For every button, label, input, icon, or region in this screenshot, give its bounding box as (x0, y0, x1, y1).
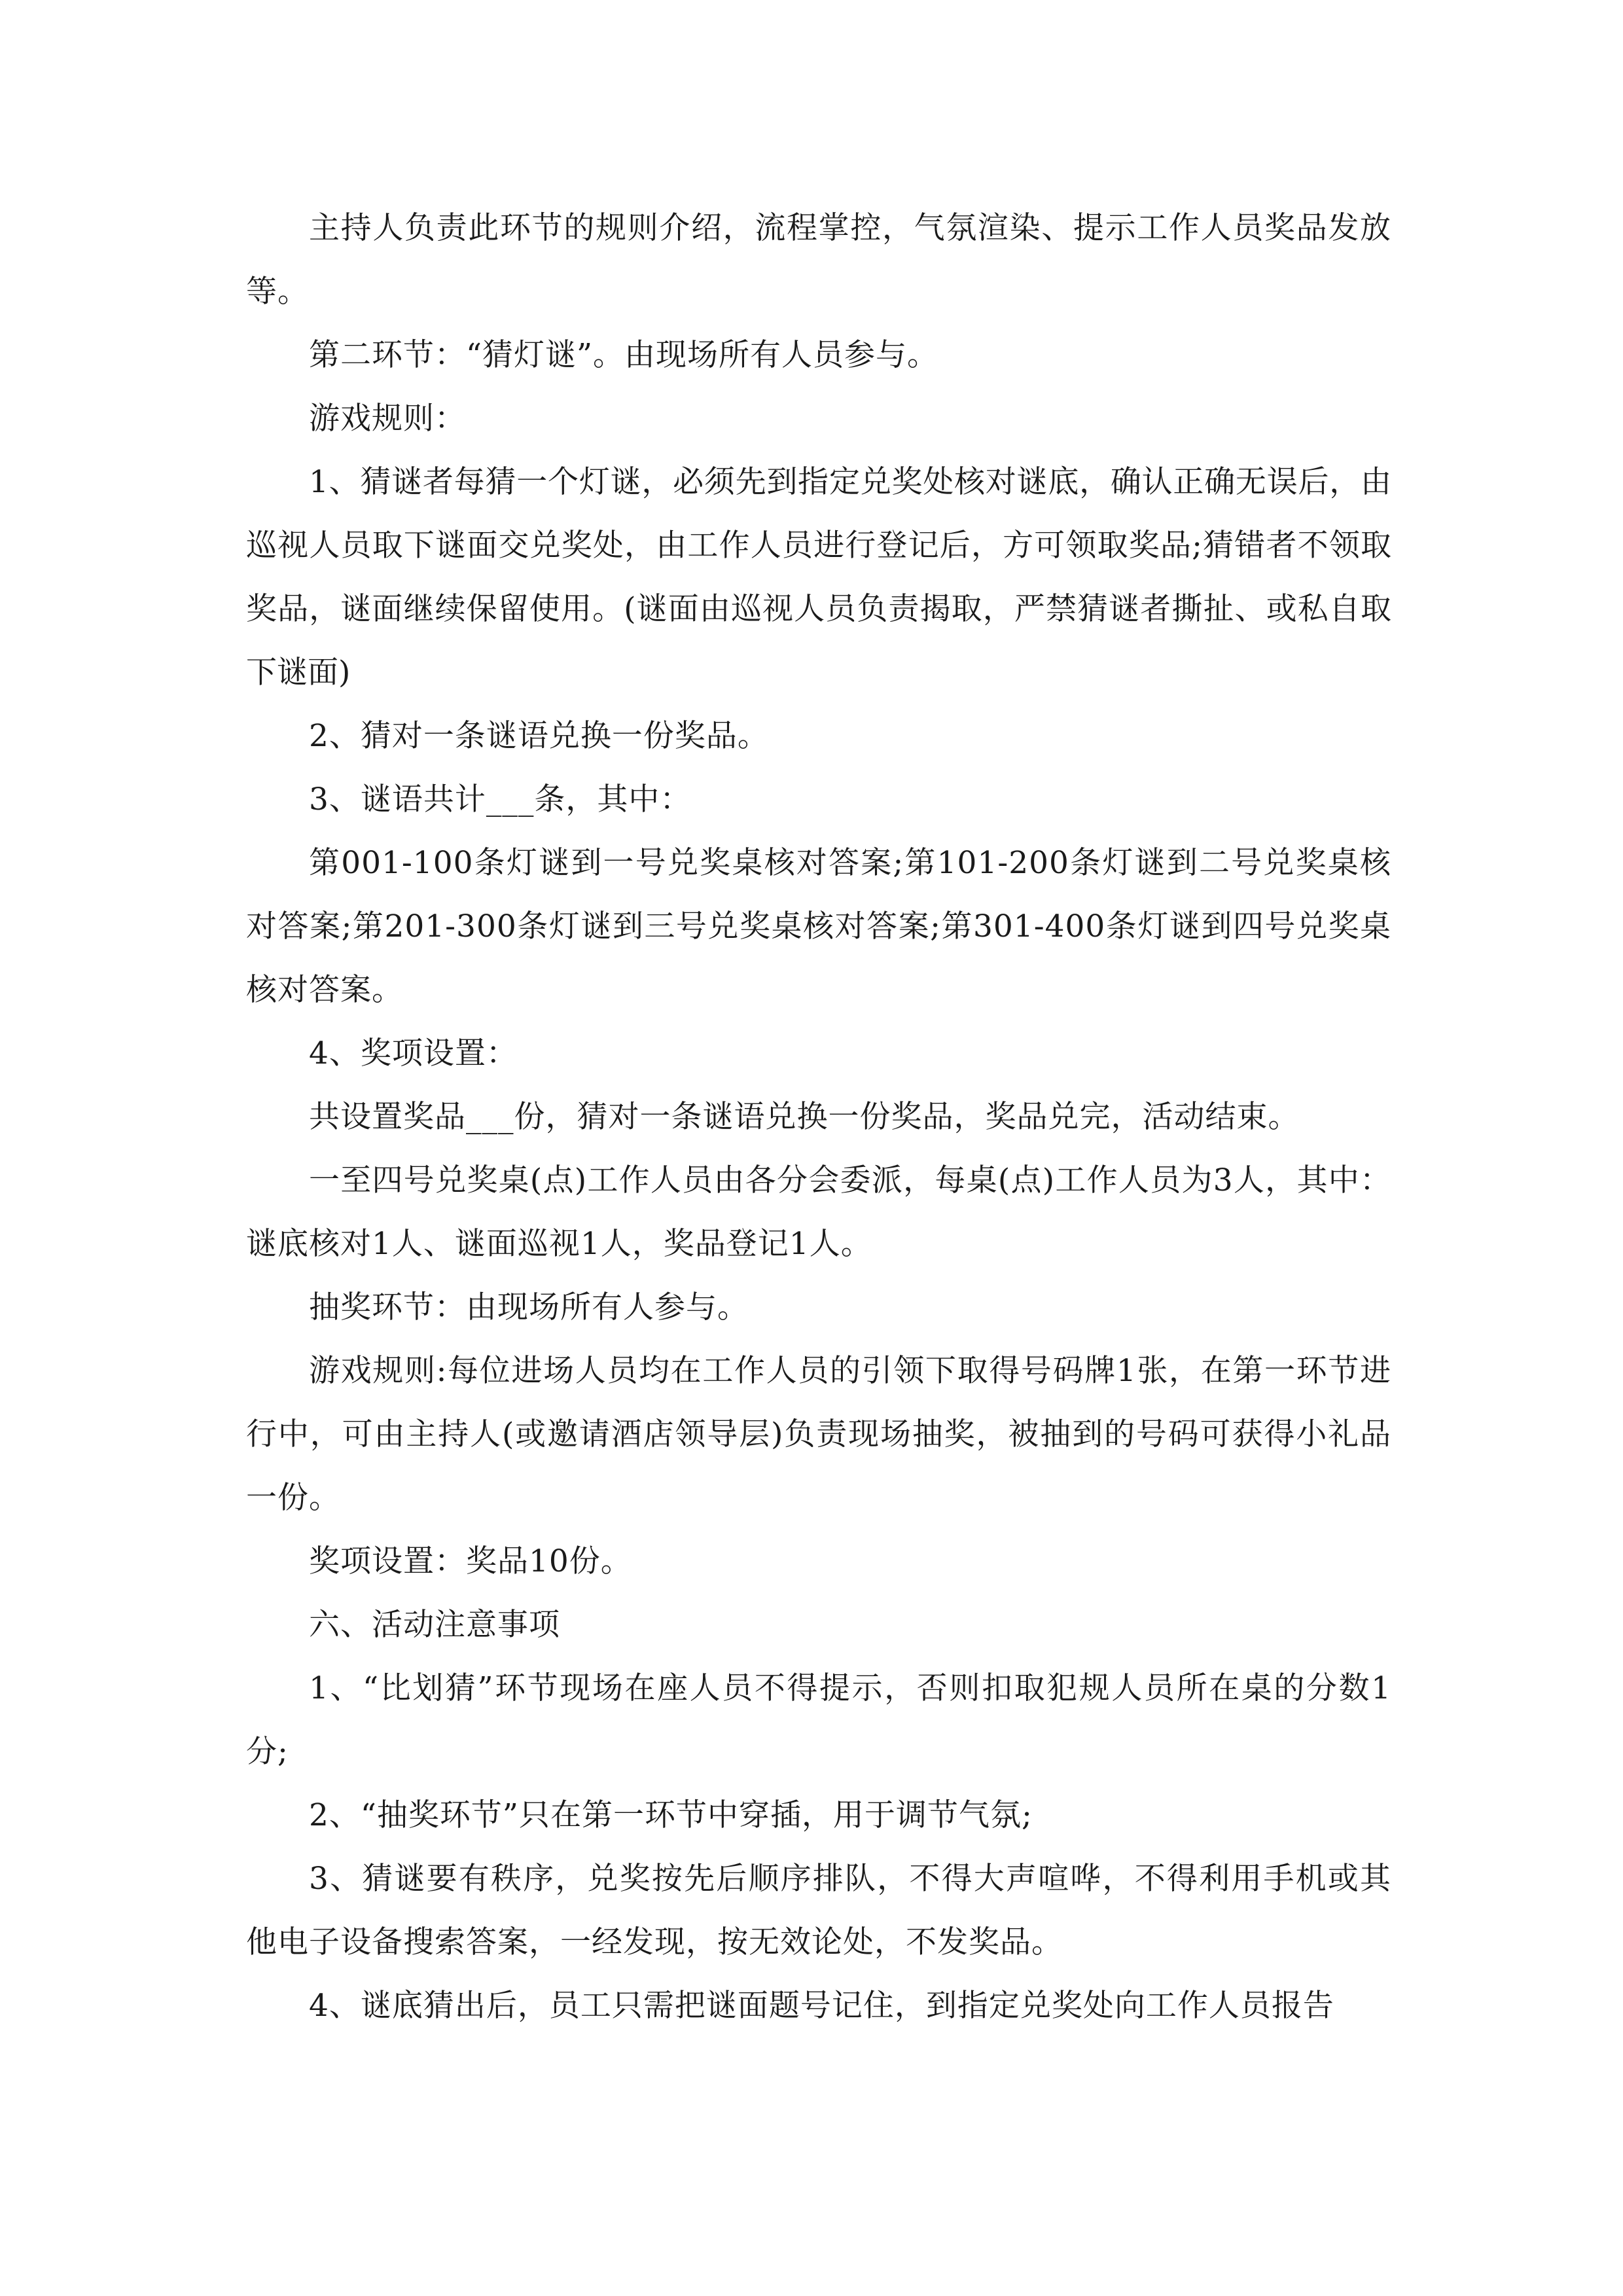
paragraph-lottery-section: 抽奖环节：由现场所有人参与。 (309, 1289, 749, 1325)
paragraph-prize-setup: 共设置奖品___份，猜对一条谜语兑换一份奖品，奖品兑完，活动结束。 (309, 1099, 1300, 1135)
paragraph-rule-4-heading: 4、奖项设置： (309, 1035, 518, 1071)
paragraph-lottery-rules: 游戏规则:每位进场人员均在工作人员的引领下取得号码牌1张，在第一环节进行中，可由主持人(或邀请酒店领导层)负责现场抽奖，被抽到的号码可获得小礼品一份。 (246, 1353, 1391, 1516)
paragraph-note-3: 3、猜谜要有秩序，兑奖按先后顺序排队，不得大声喧哗，不得利用手机或其他电子设备搜索答案，一经发现，按无效论处，不发奖品。 (246, 1861, 1391, 1960)
paragraph-notes-heading: 六、活动注意事项 (309, 1607, 560, 1643)
paragraph-note-4: 4、谜底猜出后，员工只需把谜面题号记住，到指定兑奖处向工作人员报告 (309, 1988, 1334, 2024)
paragraph-note-2: 2、“抽奖环节”只在第一环节中穿插，用于调节气氛; (309, 1797, 1033, 1833)
paragraph-riddle-tables: 第001-100条灯谜到一号兑奖桌核对答案;第101-200条灯谜到二号兑奖桌核对答案;第201-300条灯谜到三号兑奖桌核对答案;第301-400条灯谜到四号兑奖桌核对答案。 (246, 845, 1391, 1008)
paragraph-staff-assignment: 一至四号兑奖桌(点)工作人员由各分会委派，每桌(点)工作人员为3人，其中：谜底核对1人、谜面巡视1人，奖品登记1人。 (246, 1162, 1391, 1262)
paragraph-lottery-prizes: 奖项设置：奖品10份。 (309, 1543, 632, 1579)
paragraph-rule-1: 1、猜谜者每猜一个灯谜，必须先到指定兑奖处核对谜底，确认正确无误后，由巡视人员取下谜面交兑奖处，由工作人员进行登记后，方可领取奖品;猜错者不领取奖品，谜面继续保留使用。(谜面由巡视人员负责揭取，严禁猜谜者撕扯、或私自取下谜面) (246, 464, 1391, 691)
paragraph-rule-2: 2、猜对一条谜语兑换一份奖品。 (309, 718, 769, 754)
paragraph-host-duties: 主持人负责此环节的规则介绍，流程掌控，气氛渲染、提示工作人员奖品发放等。 (246, 210, 1391, 310)
paragraph-rule-3: 3、谜语共计___条，其中： (309, 781, 692, 817)
paragraph-game-rules-heading: 游戏规则： (309, 401, 466, 437)
paragraph-note-1: 1、“比划猜”环节现场在座人员不得提示，否则扣取犯规人员所在桌的分数1分; (246, 1670, 1392, 1770)
document-body (246, 196, 1391, 2037)
paragraph-section-two-title: 第二环节：“猜灯谜”。由现场所有人员参与。 (309, 337, 939, 373)
